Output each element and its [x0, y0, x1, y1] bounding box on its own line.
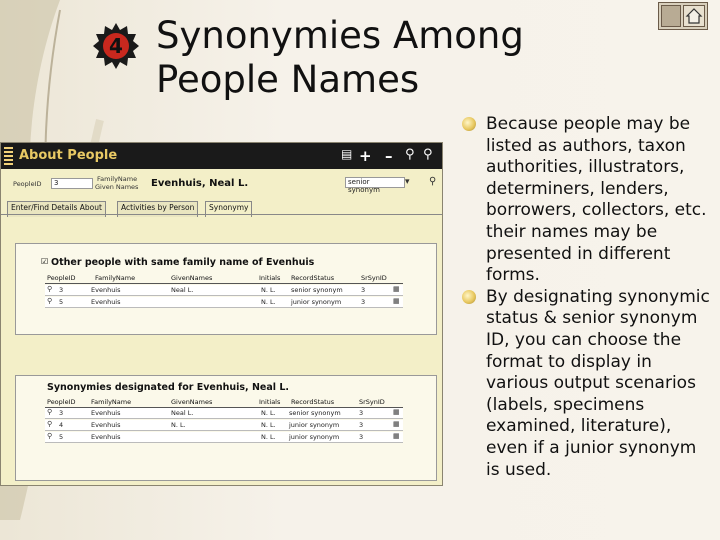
tab-divider — [1, 214, 442, 215]
magnifier-icon[interactable]: ⚲ — [47, 297, 53, 305]
bullet-item — [462, 287, 710, 481]
panel-title: About People — [19, 148, 118, 163]
cell-id: 3 — [59, 286, 64, 294]
cell-family: Evenhuis — [91, 421, 121, 429]
cell-family: Evenhuis — [91, 298, 121, 306]
add-icon[interactable]: + — [359, 147, 372, 165]
slide-title: Synonymies Among People Names — [156, 14, 524, 101]
cell-id: 5 — [59, 433, 64, 441]
col-family-name: FamilyName — [95, 274, 136, 282]
magnifier-icon[interactable]: ⚲ — [47, 408, 53, 416]
col-record-status: RecordStatus — [291, 398, 335, 406]
trash-icon[interactable]: ▦ — [393, 420, 400, 428]
panel-header — [1, 143, 442, 169]
cell-status: junior synonym — [289, 433, 340, 441]
trash-icon[interactable]: ▦ — [393, 285, 400, 293]
bullet-icon — [462, 290, 476, 304]
about-people-screenshot — [0, 142, 443, 486]
table-row[interactable] — [45, 297, 403, 308]
cell-sr: 3 — [359, 433, 364, 441]
bullet-icon — [462, 117, 476, 131]
person-name: Evenhuis, Neal L. — [151, 178, 249, 189]
cell-sr: 3 — [359, 409, 364, 417]
table-row[interactable] — [45, 285, 403, 296]
bullet-item — [462, 114, 710, 287]
family-name-label: FamilyName — [97, 175, 138, 183]
cell-initials: N. L. — [261, 286, 276, 294]
bullet-list — [462, 114, 710, 481]
cell-status: senior synonym — [289, 409, 341, 417]
people-id-label: PeopleID — [13, 180, 42, 188]
remove-icon[interactable]: – — [385, 147, 393, 165]
cell-family: Evenhuis — [91, 433, 121, 441]
cell-family: Evenhuis — [91, 409, 121, 417]
section-title-same-family: Other people with same family name of Evenhuis — [51, 257, 315, 268]
bullet-text: By designating synonymic status & senior synonym ID, you can choose the format to display in various output scenarios (labels, specimens examined, literature), even if a junior synonym is used. — [486, 286, 710, 480]
cell-initials: N. L. — [261, 409, 276, 417]
grip-icon — [4, 147, 13, 165]
col-people-id: PeopleID — [47, 398, 76, 406]
col-given-names: GivenNames — [171, 274, 213, 282]
back-nav-icon[interactable] — [661, 5, 681, 27]
tab-activities-by-person[interactable]: Activities by Person — [117, 201, 198, 217]
cell-id: 3 — [59, 409, 64, 417]
bullet-text: Because people may be listed as authors, taxon authorities, illustrators, determiners, lenders, borrowers, collectors, etc. their names may be presented in different forms. — [486, 114, 707, 286]
magnifier-icon[interactable]: ⚲ — [47, 285, 53, 293]
cell-given: Neal L. — [171, 286, 194, 294]
home-navigation-button[interactable] — [658, 2, 708, 30]
zoom-icon[interactable]: ⚲ — [423, 147, 433, 162]
cell-initials: N. L. — [261, 433, 276, 441]
col-people-id: PeopleID — [47, 274, 76, 282]
slide-number: 4 — [109, 34, 123, 58]
search-icon[interactable]: ⚲ — [405, 147, 415, 162]
cell-id: 5 — [59, 298, 64, 306]
col-given-names: GivenNames — [171, 398, 213, 406]
list-icon[interactable]: ▤ — [341, 147, 353, 161]
cell-initials: N. L. — [261, 421, 276, 429]
table-row[interactable] — [45, 432, 403, 443]
cell-status: junior synonym — [289, 421, 340, 429]
tab-synonymy[interactable]: Synonymy — [205, 201, 252, 217]
col-sr-syn-id: SrSynID — [359, 398, 385, 406]
col-family-name: FamilyName — [91, 398, 132, 406]
record-status-field[interactable]: senior synonym — [345, 177, 405, 188]
home-icon[interactable] — [683, 5, 705, 27]
magnifier-icon[interactable]: ⚲ — [47, 432, 53, 440]
cell-status: senior synonym — [291, 286, 343, 294]
cell-given: N. L. — [171, 421, 186, 429]
cell-sr: 3 — [361, 298, 366, 306]
trash-icon[interactable]: ▦ — [393, 432, 400, 440]
cell-sr: 3 — [361, 286, 366, 294]
magnifier-icon[interactable]: ⚲ — [47, 420, 53, 428]
cell-family: Evenhuis — [91, 286, 121, 294]
col-initials: Initials — [259, 398, 281, 406]
col-initials: Initials — [259, 274, 281, 282]
cell-id: 4 — [59, 421, 64, 429]
find-icon[interactable]: ⚲ — [429, 176, 437, 187]
cell-sr: 3 — [359, 421, 364, 429]
table-row[interactable] — [45, 420, 403, 431]
col-sr-syn-id: SrSynID — [361, 274, 387, 282]
cell-given: Neal L. — [171, 409, 194, 417]
people-id-field[interactable]: 3 — [51, 178, 93, 189]
cell-status: junior synonym — [291, 298, 342, 306]
checkbox-icon[interactable]: ☑ — [41, 257, 49, 266]
col-record-status: RecordStatus — [291, 274, 335, 282]
trash-icon[interactable]: ▦ — [393, 297, 400, 305]
table-header — [45, 397, 403, 408]
trash-icon[interactable]: ▦ — [393, 408, 400, 416]
given-names-label: Given Names — [95, 183, 139, 191]
table-header — [45, 273, 403, 284]
status-dropdown-icon[interactable]: ▾ — [405, 177, 410, 187]
cell-initials: N. L. — [261, 298, 276, 306]
section-title-synonymies: Synonymies designated for Evenhuis, Neal L. — [47, 382, 289, 393]
tab-enter-find-details[interactable]: Enter/Find Details About — [7, 201, 106, 217]
table-row[interactable] — [45, 408, 403, 419]
